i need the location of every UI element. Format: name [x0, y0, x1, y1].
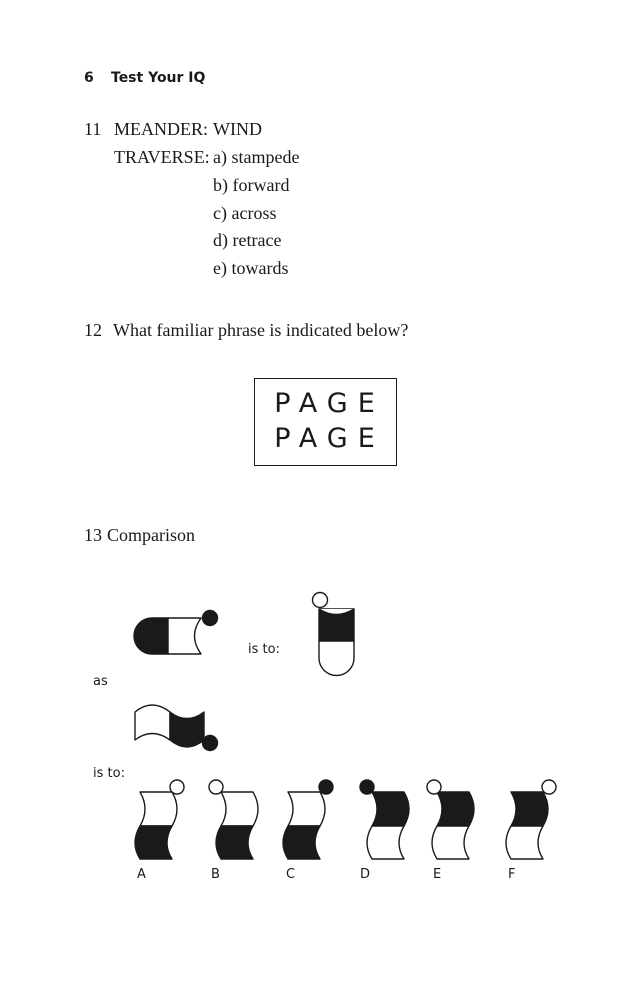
- black-circle: [203, 736, 218, 751]
- q11-pair-left: MEANDER:: [114, 119, 208, 139]
- answer-shape-c[interactable]: [283, 780, 333, 859]
- q11-option-a: a) stampede: [213, 147, 300, 167]
- q13-title: Comparison: [107, 525, 195, 545]
- running-title: Test Your IQ: [111, 70, 206, 86]
- answer-label-e: E: [433, 867, 442, 882]
- flag-white-half: [135, 705, 170, 740]
- black-circle: [203, 611, 218, 626]
- phrase-line-1: PAGE: [274, 388, 385, 419]
- white-circle: [313, 593, 328, 608]
- is-to-label-1: is to:: [248, 642, 280, 657]
- q11-option-d: d) retrace: [213, 230, 282, 250]
- answer-shape-f[interactable]: [506, 780, 556, 859]
- answer-shape-e[interactable]: [427, 780, 474, 859]
- q11-stem: TRAVERSE:: [114, 147, 210, 167]
- page-number: 6: [84, 70, 94, 86]
- black-circle: [360, 780, 374, 794]
- q11-pair-right: WIND: [213, 119, 262, 139]
- example-shape-1: [134, 611, 218, 655]
- answer-label-f: F: [508, 867, 516, 882]
- phrase-line-2: PAGE: [274, 423, 385, 454]
- q12-text: What familiar phrase is indicated below?: [113, 320, 409, 340]
- white-rounded-half: [319, 641, 354, 676]
- q13-number: 13: [84, 525, 102, 545]
- answer-shape-d[interactable]: [360, 780, 409, 859]
- q11-option-b: b) forward: [213, 175, 290, 195]
- q11-option-c: c) across: [213, 203, 277, 223]
- answer-shape-a[interactable]: [135, 780, 184, 859]
- as-label: as: [93, 674, 108, 689]
- answer-shape-b[interactable]: [209, 780, 258, 859]
- white-circle: [542, 780, 556, 794]
- answer-label-d: D: [360, 867, 371, 882]
- black-circle: [319, 780, 333, 794]
- white-half: [168, 618, 201, 654]
- q11-option-e: e) towards: [213, 258, 289, 278]
- white-circle: [427, 780, 441, 794]
- example-shape-3: [135, 705, 218, 751]
- q11-number: 11: [84, 119, 102, 139]
- black-rounded-half: [134, 618, 168, 654]
- is-to-label-2: is to:: [93, 766, 125, 781]
- example-shape-2: [313, 593, 355, 676]
- answer-label-b: B: [211, 867, 220, 882]
- answer-label-c: C: [286, 867, 296, 882]
- flag-black-half: [170, 712, 204, 747]
- q12-number: 12: [84, 320, 102, 340]
- white-circle: [170, 780, 184, 794]
- answer-label-a: A: [137, 867, 146, 882]
- white-circle: [209, 780, 223, 794]
